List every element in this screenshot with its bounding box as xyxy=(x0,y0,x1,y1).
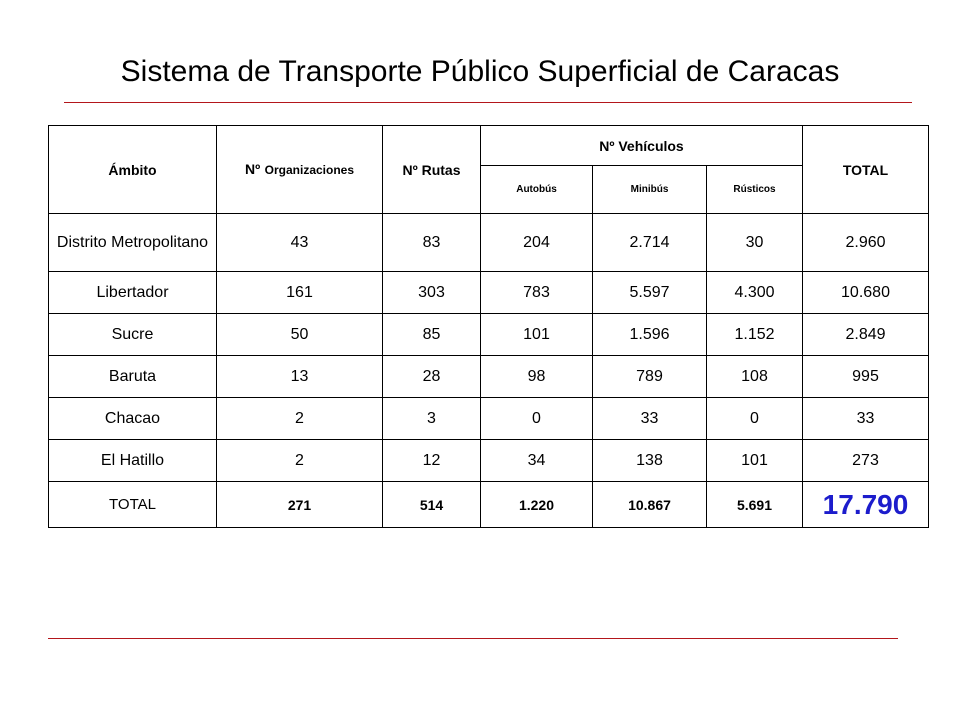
header-minibus: Minibús xyxy=(593,166,707,214)
cell-minibus: 2.714 xyxy=(593,214,707,272)
totals-autobus: 1.220 xyxy=(481,482,593,528)
cell-rusticos: 108 xyxy=(707,356,803,398)
cell-minibus: 33 xyxy=(593,398,707,440)
cell-organizaciones: 43 xyxy=(217,214,383,272)
cell-ambito: Sucre xyxy=(49,314,217,356)
totals-rusticos: 5.691 xyxy=(707,482,803,528)
table-row xyxy=(49,356,929,398)
totals-label: TOTAL xyxy=(49,482,217,528)
cell-autobus: 98 xyxy=(481,356,593,398)
bottom-divider xyxy=(48,638,898,639)
cell-autobus: 101 xyxy=(481,314,593,356)
cell-rusticos: 0 xyxy=(707,398,803,440)
cell-rusticos: 101 xyxy=(707,440,803,482)
cell-rusticos: 30 xyxy=(707,214,803,272)
totals-row xyxy=(49,482,929,528)
totals-rutas: 514 xyxy=(383,482,481,528)
top-divider xyxy=(64,102,912,103)
header-rusticos: Rústicos xyxy=(707,166,803,214)
header-organizaciones-label: Organizaciones xyxy=(264,162,355,177)
cell-rutas: 85 xyxy=(383,314,481,356)
header-row-1 xyxy=(49,126,929,166)
cell-minibus: 5.597 xyxy=(593,272,707,314)
header-autobus: Autobús xyxy=(481,166,593,214)
cell-rutas: 83 xyxy=(383,214,481,272)
cell-total: 273 xyxy=(803,440,929,482)
header-vehiculos: Nº Vehículos xyxy=(481,126,803,166)
cell-rutas: 28 xyxy=(383,356,481,398)
table-row xyxy=(49,440,929,482)
cell-ambito: Baruta xyxy=(49,356,217,398)
header-organizaciones-n: Nº xyxy=(244,160,261,177)
cell-autobus: 204 xyxy=(481,214,593,272)
cell-autobus: 0 xyxy=(481,398,593,440)
cell-autobus: 34 xyxy=(481,440,593,482)
table-row xyxy=(49,398,929,440)
cell-rutas: 3 xyxy=(383,398,481,440)
grand-total: 17.790 xyxy=(803,482,929,528)
header-ambito: Ámbito xyxy=(49,126,217,214)
cell-ambito: Distrito Metropolitano xyxy=(49,214,217,272)
cell-minibus: 138 xyxy=(593,440,707,482)
cell-minibus: 1.596 xyxy=(593,314,707,356)
totals-minibus: 10.867 xyxy=(593,482,707,528)
cell-organizaciones: 2 xyxy=(217,440,383,482)
cell-ambito: El Hatillo xyxy=(49,440,217,482)
cell-total: 2.960 xyxy=(803,214,929,272)
cell-rusticos: 1.152 xyxy=(707,314,803,356)
totals-organizaciones: 271 xyxy=(217,482,383,528)
transport-table xyxy=(48,125,929,528)
cell-organizaciones: 13 xyxy=(217,356,383,398)
header-rutas: Nº Rutas xyxy=(383,126,481,214)
table-row xyxy=(49,272,929,314)
cell-minibus: 789 xyxy=(593,356,707,398)
cell-total: 33 xyxy=(803,398,929,440)
cell-rutas: 12 xyxy=(383,440,481,482)
cell-total: 995 xyxy=(803,356,929,398)
cell-total: 2.849 xyxy=(803,314,929,356)
table-row xyxy=(49,214,929,272)
cell-organizaciones: 2 xyxy=(217,398,383,440)
cell-total: 10.680 xyxy=(803,272,929,314)
cell-organizaciones: 161 xyxy=(217,272,383,314)
header-organizaciones xyxy=(217,126,383,214)
header-total: TOTAL xyxy=(803,126,929,214)
slide-title: Sistema de Transporte Público Superficial de Caracas xyxy=(120,55,840,88)
cell-ambito: Libertador xyxy=(49,272,217,314)
table-row xyxy=(49,314,929,356)
cell-rutas: 303 xyxy=(383,272,481,314)
cell-autobus: 783 xyxy=(481,272,593,314)
cell-organizaciones: 50 xyxy=(217,314,383,356)
cell-ambito: Chacao xyxy=(49,398,217,440)
cell-rusticos: 4.300 xyxy=(707,272,803,314)
